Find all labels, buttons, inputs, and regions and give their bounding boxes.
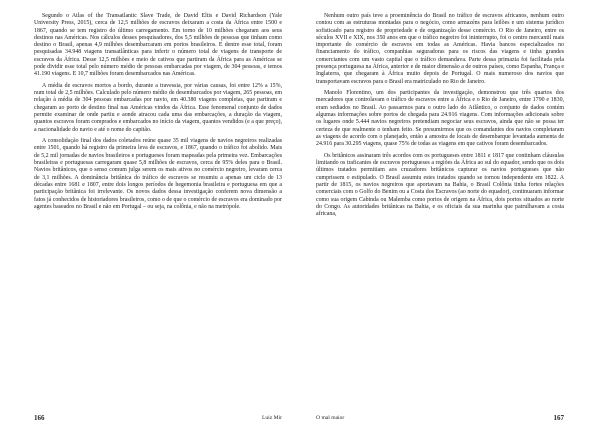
page-number: 166	[34, 414, 45, 422]
paragraph: Os britânicos assinaram três acordos com os portugueses entre 1811 e 1817 que continham cláusulas limitando os traficantes de escravos portugueses a regiões da África ao sul do equador, sendo que os dois últimos tratados permitiam aos cruzadores britânicos capturar os navios portugueses que não cumprissem o estipulado. O Brasil assumiu estes tratados quando se tornou independente em 1822. A partir de 1815, os navios negreiros que aportavam na Bahia, o Brasil Colônia tinha fortes relações comerciais com o Golfo do Benim ou a Costa dos Escravos (ao norte do equador), continuaram informar como sua origem Cabinda ou Malemba como portos de origem na África, dois portos situados ao norte do Congo. As autoridades britânicas na Bahia, e os oficiais da sua marinha que patrulhavam a costa africana,	[316, 152, 564, 218]
paragraph: Nenhum outro país teve a proeminência do Brasil no tráfico de escravos africanos, nenhum outro contou com as estruturas montadas para o negócio, como armazéns para leilões e um sistema jurídico sofisticado para registro de propriedade e de organização desse comércio. O Rio de Janeiro, entre os séculos XVII e XIX, nos 350 anos em que o tráfico negreiro foi ininterrupto, foi o centro mercantil mais importante do comércio de escravos em todas as Américas. Havia bancos especializados no financiamento do tráfico, companhias seguradoras para os riscos das viagens e tinha grandes comerciantes com um vasto capital que o tráfico demandava. Parte dessa primazia foi facilitada pela presença portuguesa na África, anterior e de maior dimensão a de outros países, como Espanha, França e Inglaterra, que chegaram à África muito depois de Portugal. O mais numeroso dos navios que transportavam escravos para o Brasil era matriculado no Rio de Janeiro.	[316, 13, 564, 85]
running-head: O mal maior	[316, 415, 345, 421]
running-head: Luiz Mir	[261, 415, 282, 421]
right-page	[300, 0, 600, 439]
right-footer	[316, 412, 564, 424]
page-number: 167	[553, 414, 564, 422]
left-footer	[34, 412, 282, 424]
paragraph: Manolo Florentino, um dos participantes da investigação, demonstrou que três quartos dos mercadores que controlavam o tráfico de escravos entre a África e o Rio de Janeiro, entre 1790 e 1830, eram sediados no Brasil. Ao passarmos para o outro lado do Atlântico, o conjunto de dados contém algumas informações sobre portos de chegada para 24.916 viagens. Com informações adicionais sobre os lugares onde 5.444 navios negreiros pretendiam negociar seus escravos, ainda que não se possa ter certeza de que realmente o tenham feito. Se presumirmos que os comandantes dos navios completaram as viagens de acordo com o planejado, então a amostra de locais de desembarque levantada aumenta de 24.916 para 30.295 viagens, quase 75% de todas as viagens em que cativos foram desembarcados.	[316, 90, 564, 148]
paragraph: Segundo o Atlas of the Transatlantic Slave Trade, de David Eltis e David Richardson (Yale University Press, 2015), cerca de 12,5 milhões de escravos deixaram a costa da África entre 1500 e 1867, quando se tem registro do último carregamento. Em torno de 10 milhões chegaram aos seus destinos nas Américas. Nos cálculos desses pesquisadores, dos 5,5 milhões de pessoas que tinham como destino o Brasil, apenas 4,9 milhões desembarcaram em portos brasileiros. E dentre esse total, foram pesquisadas 34.948 viagens transatlânticas para inferir o número total de viagens de transporte de escravos da África. Desse 12,5 milhões e meio de cativos que partiram da África para as Américas se pode dividir esse total pelo número médio de pessoas embarcadas por viagem, de 304 pessoas, e temos 41.190 viagens. E 10,7 milhões foram desembarcados nas Américas.	[34, 13, 282, 78]
paragraph: A consolidação final dos dados coletados reúne quase 35 mil viagens de navios negreiros realizadas entre 1501, quando há registro da primeira leva de escravos, e 1867, quando o tráfico foi abolido. Mais de 5,2 mil jornadas de navios brasileiros e portugueses foram mapeadas pela primeira vez. Embarcações brasileiras e portuguesas carregaram quase 5,8 milhões de escravos, cerca de 95% deles para o Brasil. Navios britânicos, que o senso comum julga serem os mais ativos no comércio negreiro, levaram cerca de 3,1 milhões. A dominância britânica do tráfico de escravos se resumiu a apenas um ciclo de 13 décadas entre 1681 e 1807, entre dois longos períodos de hegemonia brasileira e portuguesa em que a participação britânica foi irrelevante. Os novos dados dessa investigação conferem nova dimensão a fatos já conhecidos de historiadores brasileiros, como o de que o comércio de escravos era dominado por agentes baseados no Brasil e não em Portugal – ou seja, na colônia, e não na metrópole.	[34, 138, 282, 210]
paragraph: A média de escravos mortos a bordo, durante a travessia, por várias causas, foi entre 12% a 15%, num total de 2,5 milhões. Calculado pelo número médio de desembarcados por viagem, 265 pessoas, em relação à média de 304 pessoas embarcadas por navio, em 40.380 viagens completas, que partiram e chegaram ao porto de destino final nas Américas vindos da África. Esse fenomenal conjunto de dados permite examinar de onde partiu e aonde atracou cada uma das embarcações, a duração da viagem, quantos escravos foram comprados e embarcados no início da viagem, quantos vendidos (e a que preço), a nacionalidade do navio e até o nome do capitão.	[34, 82, 282, 133]
right-text-column	[316, 13, 564, 223]
left-text-column	[34, 13, 282, 215]
